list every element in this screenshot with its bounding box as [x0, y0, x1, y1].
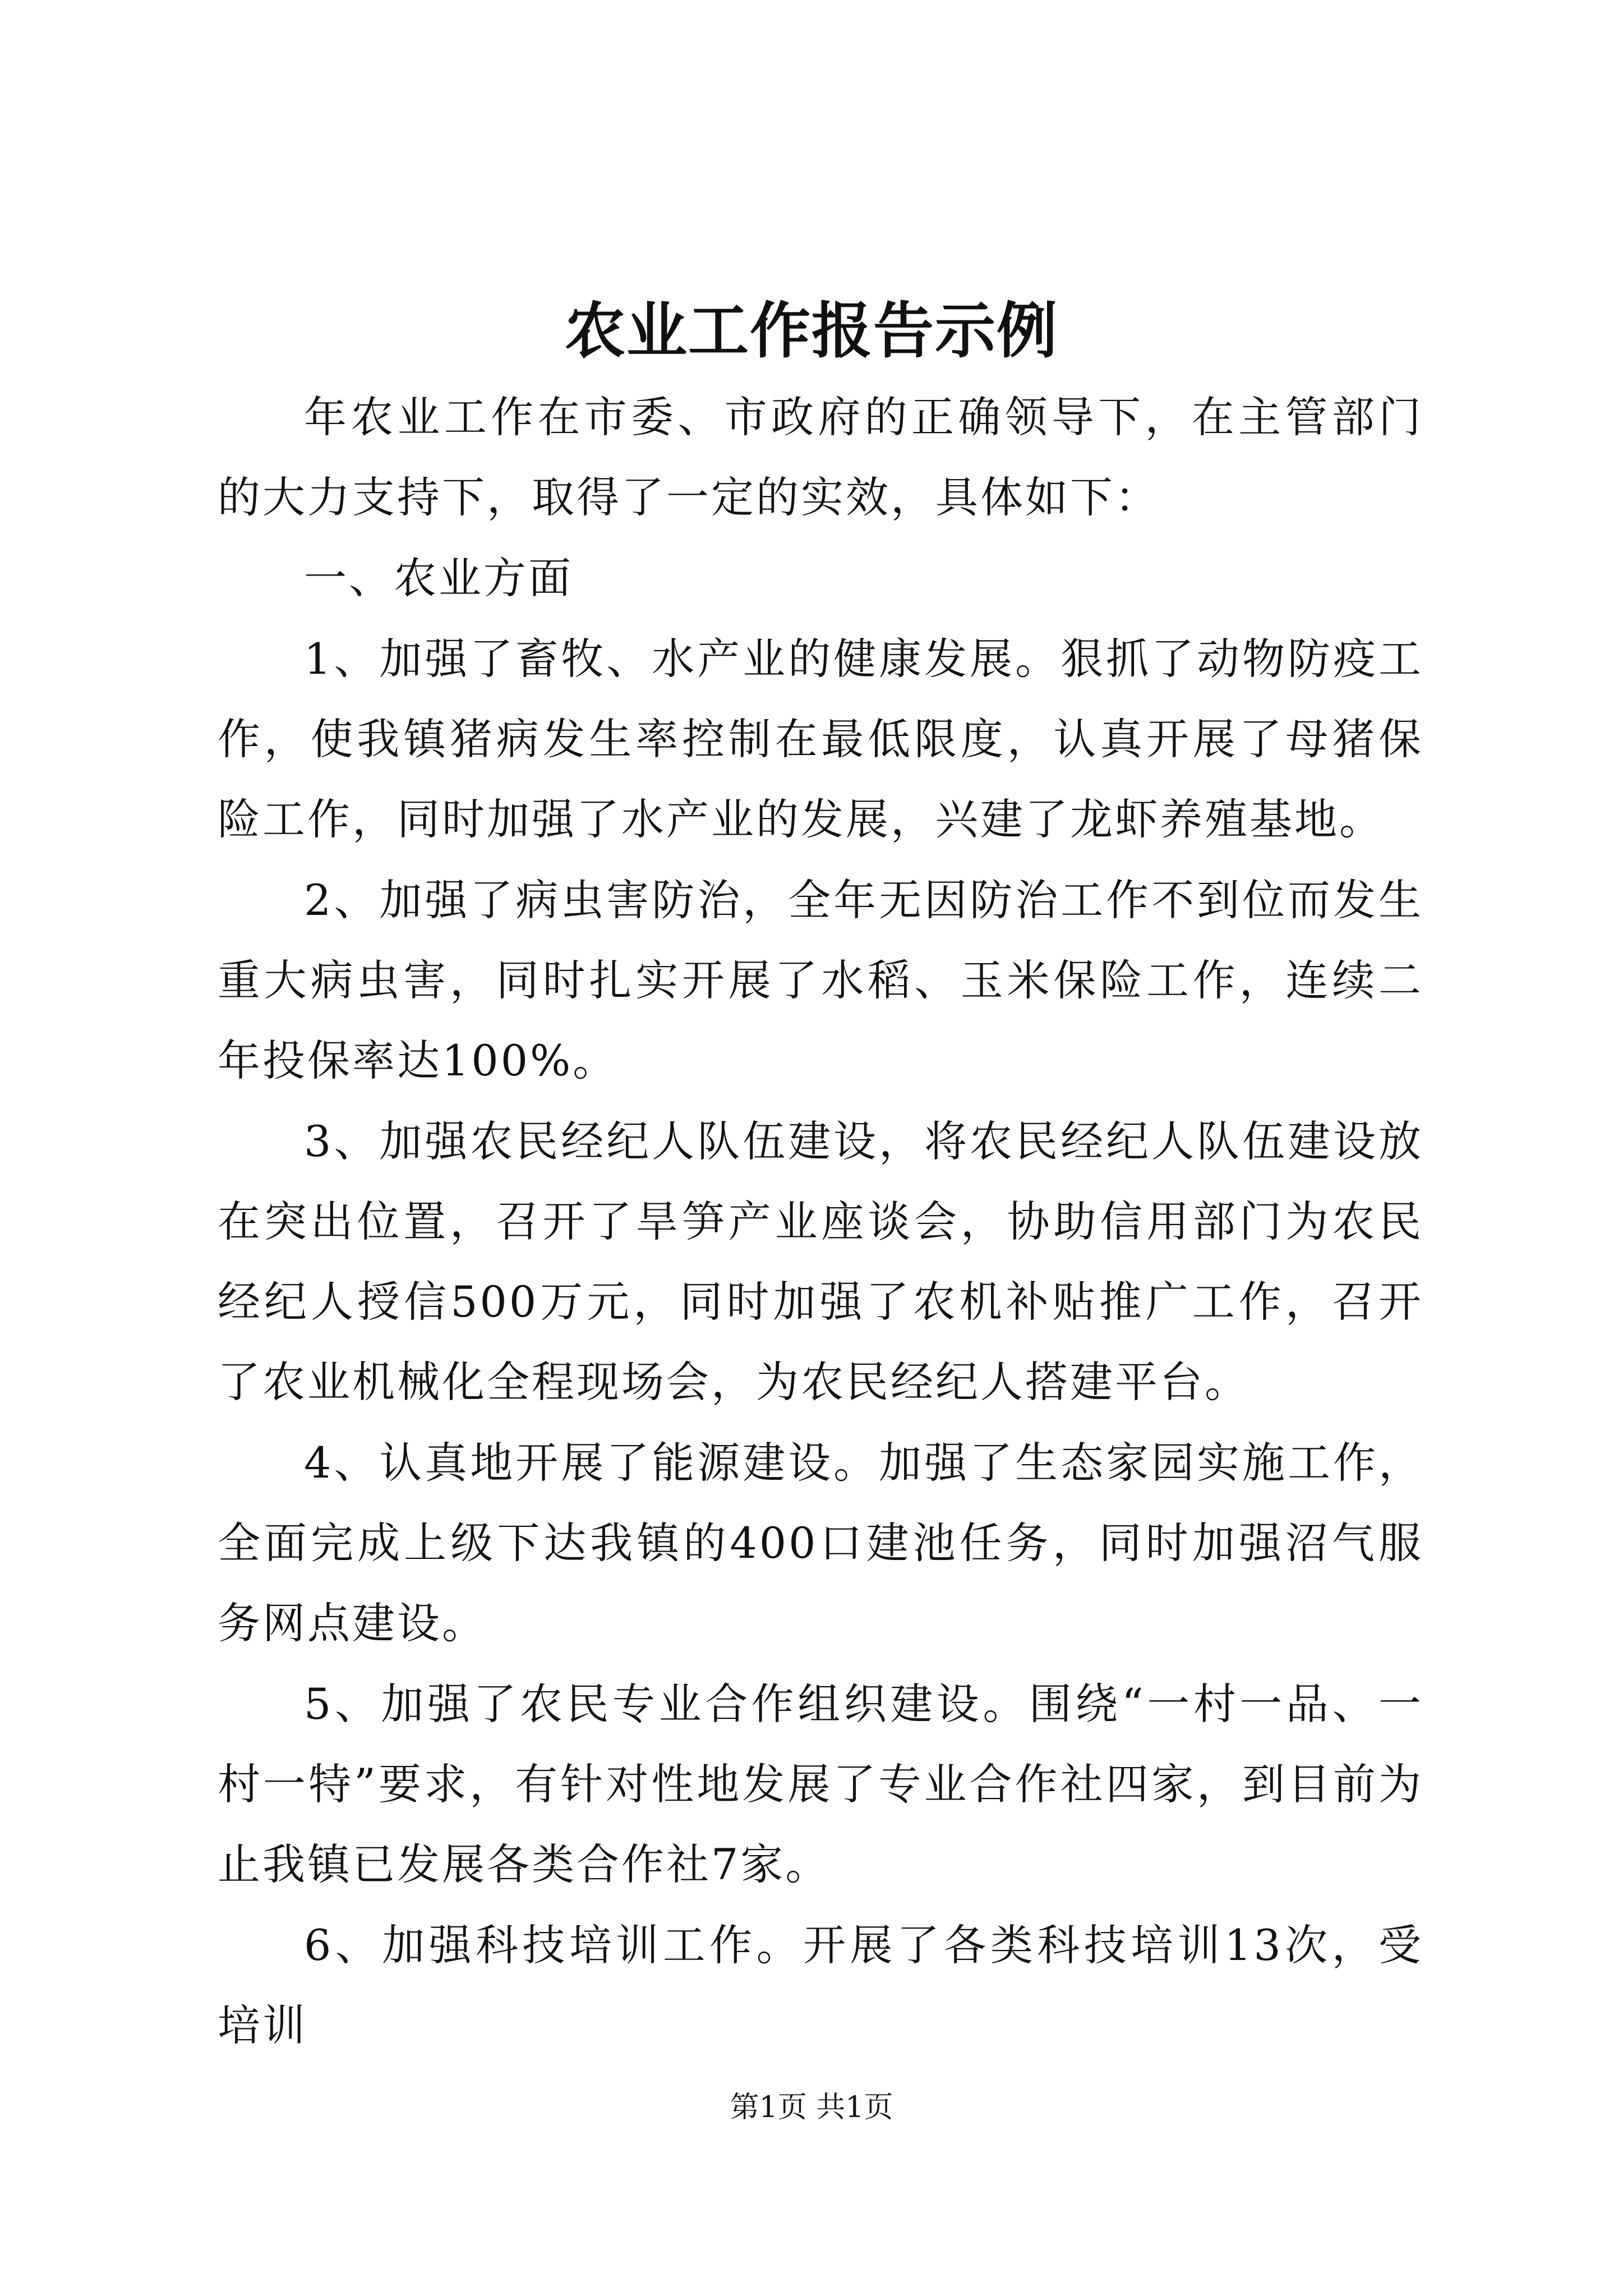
- item-paragraph-1: 1、加强了畜牧、水产业的健康发展。狠抓了动物防疫工作，使我镇猪病发生率控制在最低限度，认真开展了母猪保险工作，同时加强了水产业的发展，兴建了龙虾养殖基地。: [218, 634, 1423, 844]
- intro-paragraph: 年农业工作在市委、市政府的正确领导下，在主管部门的大力支持下，取得了一定的实效，具体如下：: [218, 392, 1423, 522]
- item-paragraph-2: 2、加强了病虫害防治，全年无因防治工作不到位而发生重大病虫害，同时扎实开展了水稻、玉米保险工作，连续二年投保率达100%。: [218, 875, 1423, 1085]
- item-paragraph-6: 6、加强科技培训工作。开展了各类科技培训13次，受培训: [218, 1920, 1423, 2050]
- section-heading-agriculture: 一、农业方面: [304, 553, 573, 603]
- document-title: 农业工作报告示例: [564, 296, 1058, 366]
- item-paragraph-3: 3、加强农民经纪人队伍建设，将农民经纪人队伍建设放在突出位置，召开了旱笋产业座谈会，协助信用部门为农民经纪人授信500万元，同时加强了农机补贴推广工作，召开了农业机械化全程现场会，为农民经纪人搭建平台。: [218, 1116, 1423, 1407]
- page-number-footer: 第1页 共1页: [730, 2091, 893, 2124]
- document-body: [218, 377, 1423, 2066]
- item-paragraph-5: 5、加强了农民专业合作组织建设。围绕“一村一品、一村一特”要求，有针对性地发展了专业合作社四家，到目前为止我镇已发展各类合作社7家。: [218, 1679, 1423, 1889]
- item-paragraph-4: 4、认真地开展了能源建设。加强了生态家园实施工作，全面完成上级下达我镇的400口建池任务，同时加强沼气服务网点建设。: [218, 1438, 1423, 1648]
